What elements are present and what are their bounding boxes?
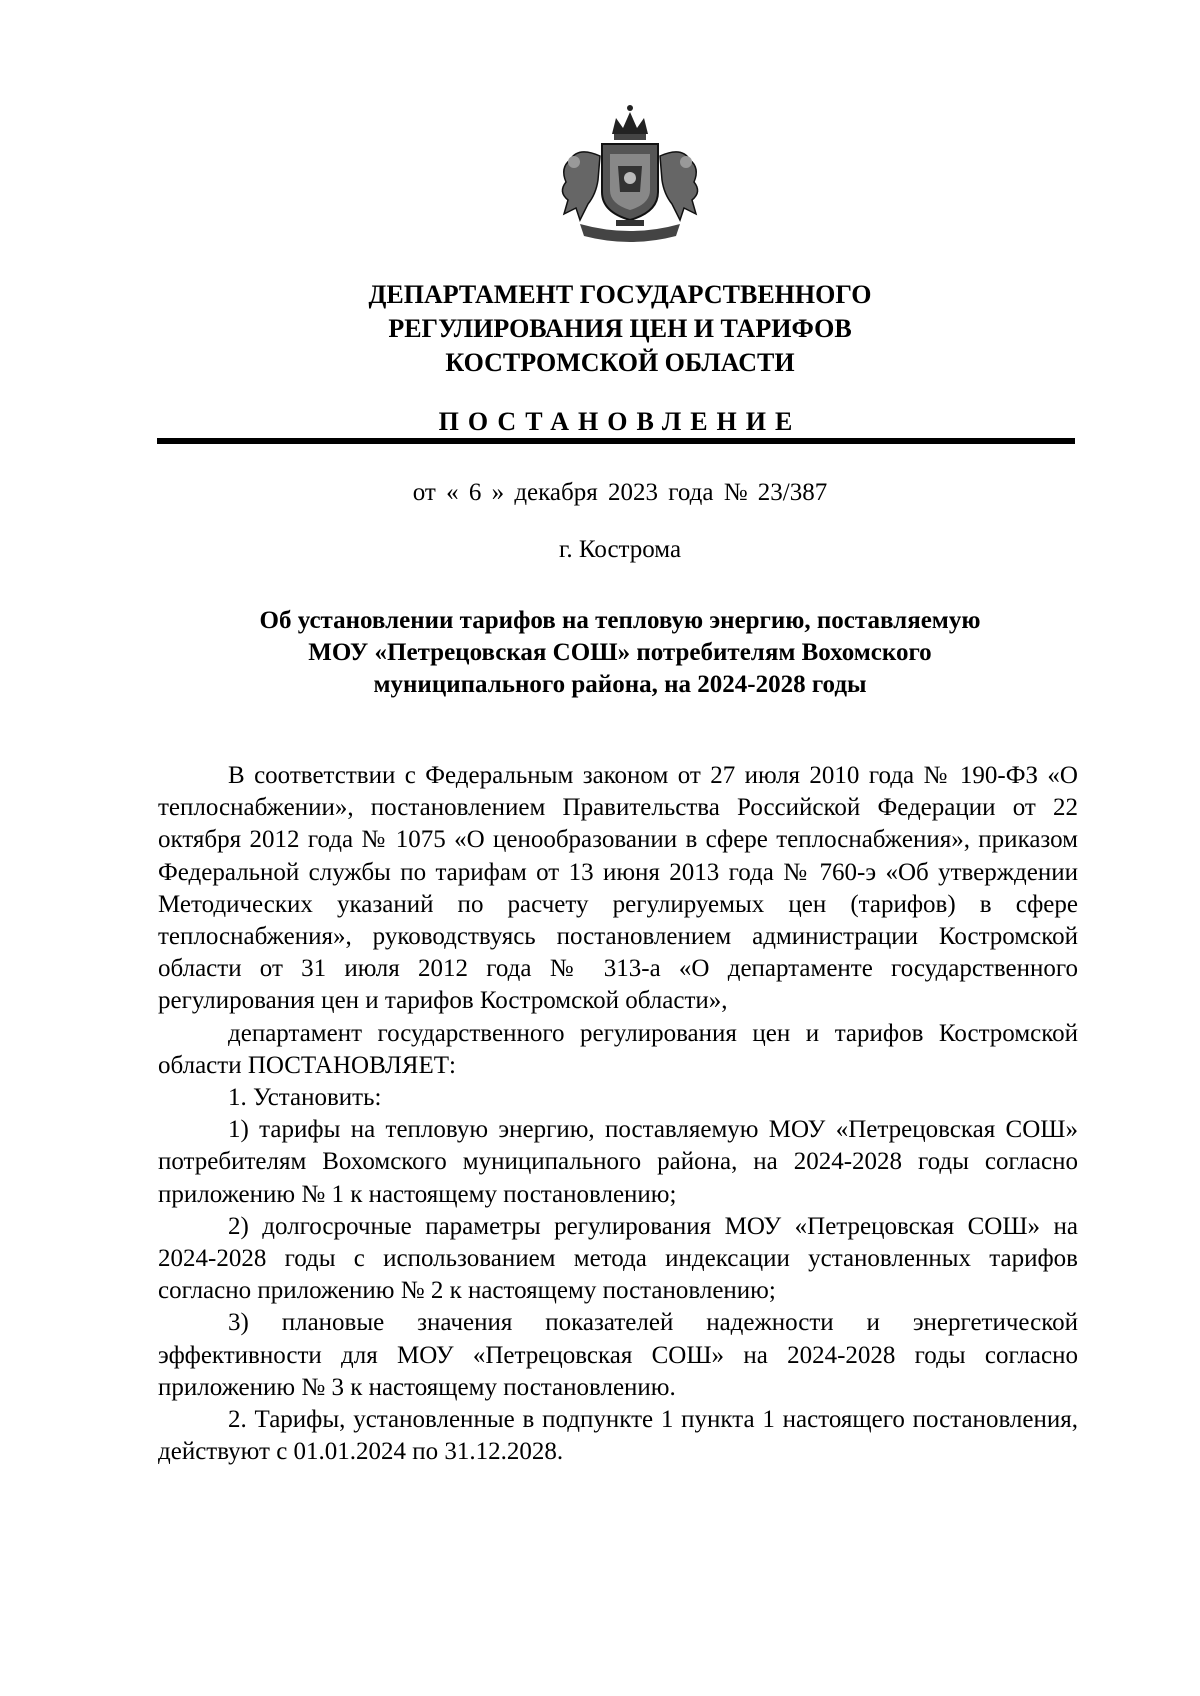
department-name-line: ДЕПАРТАМЕНТ ГОСУДАРСТВЕННОГО — [368, 280, 872, 309]
paragraph-preamble: В соответствии с Федеральным законом от 27 июля 2010 года № 190-ФЗ «О теплоснабжении», постановлением Правительства Российской Федерации от 22 октября 2012 года № 1075 «О ценообразовании в сфере теплоснабжения», приказом Федеральной службы по тарифам от 13 июня 2013 года № 760-э «Об утверждении Методических указаний по расчету регулируемых цен (тарифов) в сфере теплоснабжения», руководствуясь постановлением администрации Костромской области от 31 июля 2012 года № 313-а «О департаменте государственного регулирования цен и тарифов Костромской области», — [158, 762, 1078, 1015]
document-body — [158, 760, 1078, 1468]
document-title-line: Об установлении тарифов на тепловую энергию, поставляемую — [259, 607, 981, 634]
paragraph-resolves: департамент государственного регулирования цен и тарифов Костромской области ПОСТАНОВЛЯЕТ: — [158, 1019, 1078, 1079]
document-type: ПОСТАНОВЛЕНИЕ — [438, 407, 802, 436]
document-title — [160, 605, 1080, 701]
department-name-line: КОСТРОМСКОЙ ОБЛАСТИ — [445, 348, 795, 377]
kostroma-coat-of-arms-icon — [530, 96, 730, 256]
document-title-line: МОУ «Петрецовская СОШ» потребителям Вохомского — [308, 639, 932, 666]
document-date-number: от « 6 » декабря 2023 года № 23/387 — [412, 479, 828, 506]
paragraph-item-2: 2. Тарифы, установленные в подпункте 1 пункта 1 настоящего постановления, действуют с 01.01.2024 по 31.12.2028. — [158, 1406, 1078, 1466]
department-name — [160, 278, 1080, 380]
document-title-line: муниципального района, на 2024-2028 годы — [373, 671, 867, 698]
paragraph-item-1: 1. Установить: — [228, 1084, 382, 1112]
department-name-line: РЕГУЛИРОВАНИЯ ЦЕН И ТАРИФОВ — [388, 314, 852, 343]
paragraph-subitem-3: 3) плановые значения показателей надежности и энергетической эффективности для МОУ «Петрецовская СОШ» на 2024-2028 годы согласно приложению № 3 к настоящему постановлению. — [158, 1309, 1078, 1401]
paragraph-subitem-1: 1) тарифы на тепловую энергию, поставляемую МОУ «Петрецовская СОШ» потребителям Вохомского муниципального района, на 2024-2028 годы согласно приложению № 1 к настоящему постановлению; — [158, 1116, 1078, 1208]
header-divider — [157, 438, 1075, 444]
paragraph-subitem-2: 2) долгосрочные параметры регулирования МОУ «Петрецовская СОШ» на 2024-2028 годы с использованием метода индексации установленных тарифов согласно приложению № 2 к настоящему постановлению; — [158, 1212, 1078, 1305]
document-city: г. Кострома — [558, 536, 682, 563]
